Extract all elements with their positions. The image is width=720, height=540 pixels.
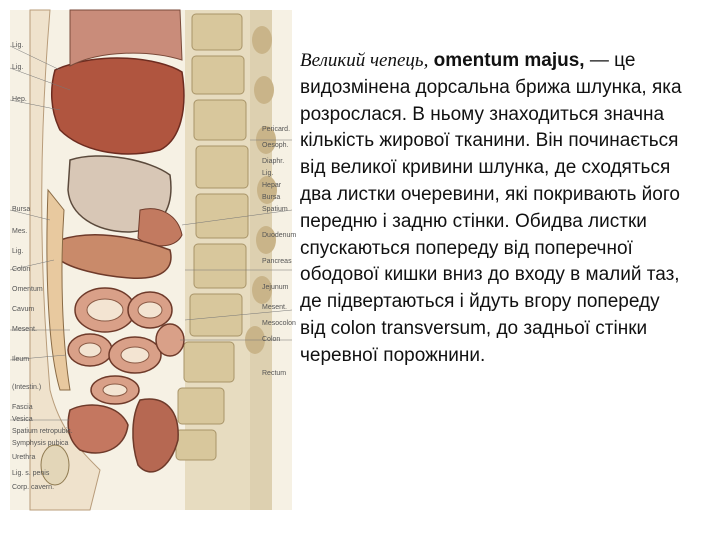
illustration-label: Pancreas: [262, 258, 292, 265]
illustration-label: Symphysis pubica: [12, 440, 69, 447]
bladder: [68, 405, 128, 453]
liver: [52, 58, 184, 154]
illustration-label: Urethra: [12, 454, 36, 461]
term-latin: omentum majus,: [433, 50, 585, 71]
illustration-label: Spatium retropubic.: [12, 428, 73, 435]
illustration-label: (Intestin.): [12, 384, 42, 391]
illustration-label: Lig.: [12, 64, 24, 71]
illustration-label: Mes.: [12, 228, 28, 235]
illustration-label: Mesent.: [262, 304, 287, 311]
illustration-label: Hepar: [262, 182, 282, 189]
greater-omentum: [47, 190, 70, 390]
illustration-label: Duodenum: [262, 232, 297, 239]
term-ukrainian: Великий чепець,: [300, 50, 429, 71]
illustration-label: Ileum: [12, 356, 30, 363]
illustration-label: Lig.: [262, 170, 274, 177]
omentum-description: [300, 48, 690, 370]
illustration-label: Vesica: [12, 416, 33, 423]
anatomy-illustration: [10, 10, 297, 510]
illustration-label: Omentum: [12, 286, 43, 293]
illustration-label: Cavum: [12, 306, 35, 313]
illustration-label: Fascia: [12, 404, 33, 411]
illustration-label: Jejunum: [262, 284, 289, 291]
illustration-label: Bursa: [262, 194, 281, 201]
sagittal-section-drawing: [10, 10, 292, 510]
illustration-label: Lig. s. penis: [12, 470, 50, 477]
illustration-label: Mesent.: [12, 326, 37, 333]
illustration-label: Mesocolon: [262, 320, 296, 327]
illustration-label: Colon: [262, 336, 281, 343]
illustration-label: Hep.: [12, 96, 27, 103]
rectum: [133, 399, 178, 472]
illustration-label: Pericard.: [262, 126, 291, 133]
illustration-label: Lig.: [12, 248, 24, 255]
illustration-label: Lig.: [12, 42, 24, 49]
illustration-label: Diaphr.: [262, 158, 285, 165]
illustration-label: Corp. cavern.: [12, 484, 55, 491]
illustration-label: Colon: [12, 266, 31, 273]
illustration-label: Bursa: [12, 206, 31, 213]
illustration-label: Oesoph.: [262, 142, 289, 149]
illustration-label: Rectum: [262, 370, 287, 377]
description-body: — це видозмінена дорсальна брижа шлунка, яка розрослася. В ньому знаходиться значна кількість жирової тканини. Він починається від великої кривини шлунка, де сходяться два листки очеревини, які покривають його передню і задню стінки. Обидва листки спускаються попереду від поперечної ободової кишки вниз до входу в малий таз, де підвертаються і йдуть вгору попереду від colon transversum, до задньої стінки черевної порожнини.: [300, 50, 682, 366]
illustration-label: Spatium: [262, 206, 288, 213]
